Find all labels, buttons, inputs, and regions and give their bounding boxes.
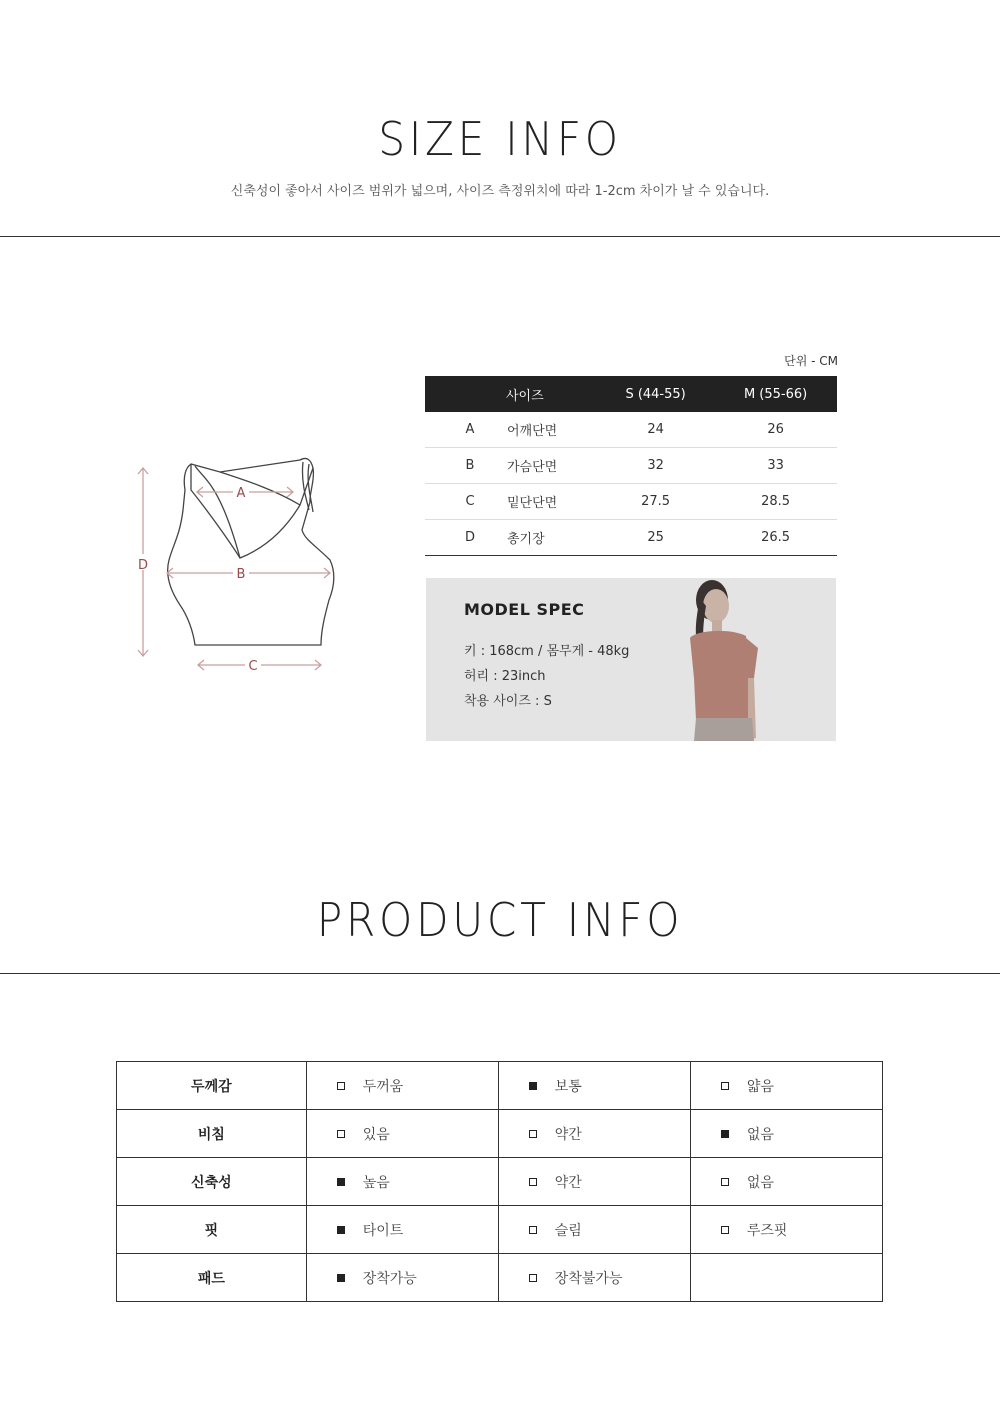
row-letter: B <box>425 448 506 484</box>
option-label: 약간 <box>554 1126 582 1143</box>
label-c: C <box>248 659 258 674</box>
size-table <box>425 376 837 556</box>
row-name: 밑단단면 <box>506 484 597 520</box>
option-label: 있음 <box>362 1126 390 1143</box>
table-row <box>117 1206 883 1254</box>
label-b: B <box>236 567 246 582</box>
category-label: 신축성 <box>117 1158 307 1206</box>
option-label: 루즈핏 <box>746 1222 788 1239</box>
option-label: 슬림 <box>554 1222 582 1239</box>
option-cell <box>306 1206 498 1254</box>
checkbox-checked-icon <box>337 1226 345 1234</box>
table-row <box>117 1110 883 1158</box>
option-label: 장착가능 <box>362 1270 417 1287</box>
table-row <box>425 520 837 556</box>
row-letter: A <box>425 412 506 448</box>
row-letter: C <box>425 484 506 520</box>
option-label: 높음 <box>362 1174 390 1191</box>
option-cell <box>690 1062 882 1110</box>
option-cell <box>690 1206 882 1254</box>
checkbox-icon <box>529 1274 537 1282</box>
option-cell-empty <box>690 1254 882 1302</box>
checkbox-icon <box>529 1226 537 1234</box>
model-height-weight: 키 : 168cm / 몸무게 - 48kg <box>464 644 630 659</box>
row-s: 25 <box>597 520 714 556</box>
size-table-header <box>425 376 837 412</box>
checkbox-icon <box>337 1130 345 1138</box>
garment-diagram <box>125 450 345 680</box>
header-cell: S (44-55) <box>597 376 714 412</box>
size-info-title: SIZE INFO <box>378 112 622 166</box>
model-spec-title: MODEL SPEC <box>464 600 585 619</box>
row-m: 28.5 <box>714 484 837 520</box>
row-s: 32 <box>597 448 714 484</box>
label-d: D <box>137 558 149 573</box>
table-row <box>425 448 837 484</box>
option-cell <box>690 1110 882 1158</box>
option-label: 없음 <box>746 1126 774 1143</box>
checkbox-icon <box>529 1178 537 1186</box>
crop-top-outline <box>168 458 334 645</box>
divider <box>0 236 1000 237</box>
row-m: 33 <box>714 448 837 484</box>
option-cell <box>498 1062 690 1110</box>
model-size: 착용 사이즈 : S <box>464 694 552 709</box>
option-label: 두꺼움 <box>362 1078 404 1095</box>
product-info-title: PRODUCT INFO <box>316 893 684 947</box>
option-label: 없음 <box>746 1174 774 1191</box>
row-s: 24 <box>597 412 714 448</box>
category-label: 패드 <box>117 1254 307 1302</box>
divider <box>0 973 1000 974</box>
checkbox-icon <box>721 1226 729 1234</box>
checkbox-icon <box>529 1130 537 1138</box>
model-spec-box <box>426 578 836 741</box>
checkbox-checked-icon <box>337 1274 345 1282</box>
row-m: 26.5 <box>714 520 837 556</box>
option-cell <box>306 1110 498 1158</box>
table-row <box>117 1254 883 1302</box>
row-letter: D <box>425 520 506 556</box>
option-label: 얇음 <box>746 1078 774 1095</box>
option-cell <box>306 1062 498 1110</box>
category-label: 비침 <box>117 1110 307 1158</box>
model-waist: 허리 : 23inch <box>464 669 546 684</box>
label-a: A <box>236 486 246 501</box>
category-label: 두께감 <box>117 1062 307 1110</box>
option-cell <box>498 1158 690 1206</box>
option-label: 장착불가능 <box>554 1270 623 1287</box>
checkbox-icon <box>337 1082 345 1090</box>
checkbox-icon <box>721 1178 729 1186</box>
option-label: 타이트 <box>362 1222 404 1239</box>
option-cell <box>498 1110 690 1158</box>
product-info-table <box>116 1061 883 1302</box>
table-row <box>117 1062 883 1110</box>
row-s: 27.5 <box>597 484 714 520</box>
checkbox-icon <box>721 1082 729 1090</box>
row-name: 어깨단면 <box>506 412 597 448</box>
table-row <box>425 412 837 448</box>
size-info-subtitle: 신축성이 좋아서 사이즈 범위가 넓으며, 사이즈 측정위치에 따라 1-2cm 차이가 날 수 있습니다. <box>230 184 770 199</box>
option-cell <box>690 1158 882 1206</box>
table-row <box>117 1158 883 1206</box>
header-cell: 사이즈 <box>506 376 597 412</box>
row-m: 26 <box>714 412 837 448</box>
option-cell <box>498 1206 690 1254</box>
option-cell <box>306 1158 498 1206</box>
checkbox-checked-icon <box>529 1082 537 1090</box>
checkbox-checked-icon <box>721 1130 729 1138</box>
option-label: 보통 <box>554 1078 582 1095</box>
checkbox-checked-icon <box>337 1178 345 1186</box>
option-label: 약간 <box>554 1174 582 1191</box>
option-cell <box>498 1254 690 1302</box>
category-label: 핏 <box>117 1206 307 1254</box>
header-cell <box>425 376 506 412</box>
row-name: 가슴단면 <box>506 448 597 484</box>
row-name: 총기장 <box>506 520 597 556</box>
header-cell: M (55-66) <box>714 376 837 412</box>
option-cell <box>306 1254 498 1302</box>
table-row <box>425 484 837 520</box>
model-photo <box>676 578 776 741</box>
unit-label: 단위 - CM <box>784 354 838 368</box>
